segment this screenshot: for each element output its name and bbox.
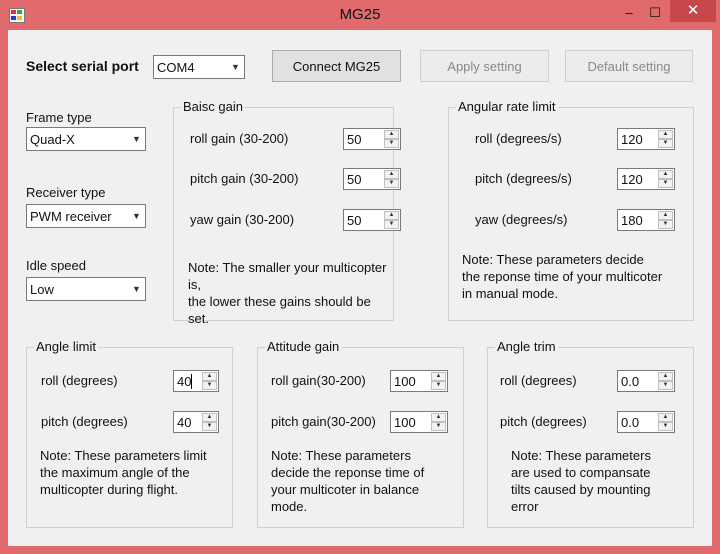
serial-port-select[interactable] <box>153 55 245 79</box>
arrow-down-icon[interactable]: ▼ <box>658 139 673 148</box>
note-line: error <box>511 499 539 514</box>
arrow-up-icon[interactable]: ▲ <box>384 130 399 139</box>
angular-rate-note <box>462 251 662 302</box>
arrow-down-icon[interactable]: ▼ <box>658 381 673 390</box>
text-caret <box>191 374 192 389</box>
arrow-down-icon[interactable]: ▼ <box>202 422 217 431</box>
note-line: are used to compansate <box>511 465 651 480</box>
note-line: the maximum angle of the <box>40 465 190 480</box>
rate-yaw-stepper[interactable] <box>617 209 675 231</box>
minimize-button[interactable]: – <box>625 5 633 20</box>
attitude-gain-note <box>271 447 424 515</box>
pitch-gain-value: 50 <box>347 172 362 187</box>
rate-roll-value: 120 <box>621 132 643 147</box>
arrow-up-icon[interactable]: ▲ <box>658 130 673 139</box>
attitude-gain-group <box>257 339 464 528</box>
arrow-down-icon[interactable]: ▼ <box>384 220 399 229</box>
arrow-up-icon[interactable]: ▲ <box>202 413 217 422</box>
angular-rate-limit-title: Angular rate limit <box>458 99 556 114</box>
arrow-down-icon[interactable]: ▼ <box>384 179 399 188</box>
attitude-roll-label: roll gain(30-200) <box>271 373 366 388</box>
angle-roll-value: 40 <box>177 374 192 389</box>
angle-limit-title: Angle limit <box>36 339 96 354</box>
serial-port-label: Select serial port <box>26 58 139 74</box>
note-line: the lower these gains should be set. <box>188 294 371 326</box>
note-line: tilts caused by mounting <box>511 482 651 497</box>
arrow-up-icon[interactable]: ▲ <box>658 170 673 179</box>
roll-gain-label: roll gain (30-200) <box>190 131 289 146</box>
yaw-gain-stepper[interactable] <box>343 209 401 231</box>
chevron-down-icon: ▼ <box>231 62 240 72</box>
default-setting-button[interactable]: Default setting <box>565 50 693 82</box>
angle-trim-title: Angle trim <box>497 339 556 354</box>
idle-speed-label: Idle speed <box>26 258 86 273</box>
idle-speed-value: Low <box>30 282 54 297</box>
trim-pitch-value: 0.0 <box>621 415 640 430</box>
note-line: the reponse time of your multicoter <box>462 269 663 284</box>
arrow-up-icon[interactable]: ▲ <box>658 211 673 220</box>
pitch-gain-label: pitch gain (30-200) <box>190 171 299 186</box>
angle-trim-group <box>487 339 694 528</box>
title-bar[interactable] <box>0 0 720 30</box>
arrow-down-icon[interactable]: ▼ <box>202 381 217 390</box>
yaw-gain-label: yaw gain (30-200) <box>190 212 295 227</box>
close-button[interactable]: ✕ <box>670 0 716 22</box>
rate-roll-stepper[interactable] <box>617 128 675 150</box>
arrow-up-icon[interactable]: ▲ <box>431 413 446 422</box>
arrow-down-icon[interactable]: ▼ <box>431 422 446 431</box>
roll-gain-stepper[interactable] <box>343 128 401 150</box>
apply-setting-button[interactable]: Apply setting <box>420 50 549 82</box>
note-line: in manual mode. <box>462 286 559 301</box>
arrow-up-icon[interactable]: ▲ <box>384 170 399 179</box>
trim-pitch-stepper[interactable] <box>617 411 675 433</box>
trim-roll-value: 0.0 <box>621 374 640 389</box>
attitude-gain-title: Attitude gain <box>267 339 340 354</box>
attitude-pitch-label: pitch gain(30-200) <box>271 414 376 429</box>
angle-limit-group <box>26 339 233 528</box>
rate-roll-label: roll (degrees/s) <box>475 131 562 146</box>
arrow-up-icon[interactable]: ▲ <box>658 413 673 422</box>
arrow-down-icon[interactable]: ▼ <box>658 422 673 431</box>
trim-roll-label: roll (degrees) <box>500 373 577 388</box>
arrow-up-icon[interactable]: ▲ <box>202 372 217 381</box>
attitude-pitch-value: 100 <box>394 415 416 430</box>
note-line: Note: These parameters decide <box>462 252 644 267</box>
attitude-roll-stepper[interactable] <box>390 370 448 392</box>
trim-pitch-label: pitch (degrees) <box>500 414 587 429</box>
angle-pitch-label: pitch (degrees) <box>41 414 128 429</box>
angle-pitch-value: 40 <box>177 415 192 430</box>
roll-gain-value: 50 <box>347 132 362 147</box>
angle-roll-label: roll (degrees) <box>41 373 118 388</box>
note-line: Note: These parameters <box>271 448 411 463</box>
receiver-type-select[interactable] <box>26 204 146 228</box>
trim-roll-stepper[interactable] <box>617 370 675 392</box>
client-area <box>8 30 712 546</box>
rate-yaw-value: 180 <box>621 213 643 228</box>
receiver-type-value: PWM receiver <box>30 209 112 224</box>
arrow-up-icon[interactable]: ▲ <box>658 372 673 381</box>
frame-type-value: Quad-X <box>30 132 75 147</box>
basic-gain-note <box>188 259 393 327</box>
basic-gain-group <box>173 99 395 326</box>
receiver-type-label: Receiver type <box>26 185 106 200</box>
chevron-down-icon: ▼ <box>132 284 141 294</box>
rate-pitch-label: pitch (degrees/s) <box>475 171 572 186</box>
arrow-down-icon[interactable]: ▼ <box>658 220 673 229</box>
connect-button[interactable]: Connect MG25 <box>272 50 401 82</box>
serial-port-value: COM4 <box>157 60 195 75</box>
arrow-up-icon[interactable]: ▲ <box>384 211 399 220</box>
angle-trim-note <box>511 447 651 515</box>
note-line: multicopter during flight. <box>40 482 179 497</box>
angular-rate-limit-group <box>448 99 694 321</box>
frame-type-select[interactable] <box>26 127 146 151</box>
attitude-roll-value: 100 <box>394 374 416 389</box>
rate-pitch-stepper[interactable] <box>617 168 675 190</box>
arrow-down-icon[interactable]: ▼ <box>384 139 399 148</box>
note-line: Note: These parameters <box>511 448 651 463</box>
chevron-down-icon: ▼ <box>132 211 141 221</box>
idle-speed-select[interactable] <box>26 277 146 301</box>
angle-limit-note <box>40 447 207 498</box>
pitch-gain-stepper[interactable] <box>343 168 401 190</box>
maximize-button[interactable]: ☐ <box>649 5 661 20</box>
note-line: Note: These parameters limit <box>40 448 207 463</box>
yaw-gain-value: 50 <box>347 213 362 228</box>
arrow-down-icon[interactable]: ▼ <box>658 179 673 188</box>
angle-roll-stepper[interactable] <box>173 370 219 392</box>
frame-type-label: Frame type <box>26 110 92 125</box>
arrow-down-icon[interactable]: ▼ <box>431 381 446 390</box>
window-title: MG25 <box>339 6 381 23</box>
arrow-up-icon[interactable]: ▲ <box>431 372 446 381</box>
angle-pitch-stepper[interactable] <box>173 411 219 433</box>
rate-yaw-label: yaw (degrees/s) <box>475 212 568 227</box>
basic-gain-title: Baisc gain <box>183 99 243 114</box>
chevron-down-icon: ▼ <box>132 134 141 144</box>
note-line: mode. <box>271 499 308 514</box>
attitude-pitch-stepper[interactable] <box>390 411 448 433</box>
note-line: Note: The smaller your multicopter is, <box>188 260 387 292</box>
rate-pitch-value: 120 <box>621 172 643 187</box>
note-line: your multicoter in balance <box>271 482 420 497</box>
note-line: decide the reponse time of <box>271 465 425 480</box>
